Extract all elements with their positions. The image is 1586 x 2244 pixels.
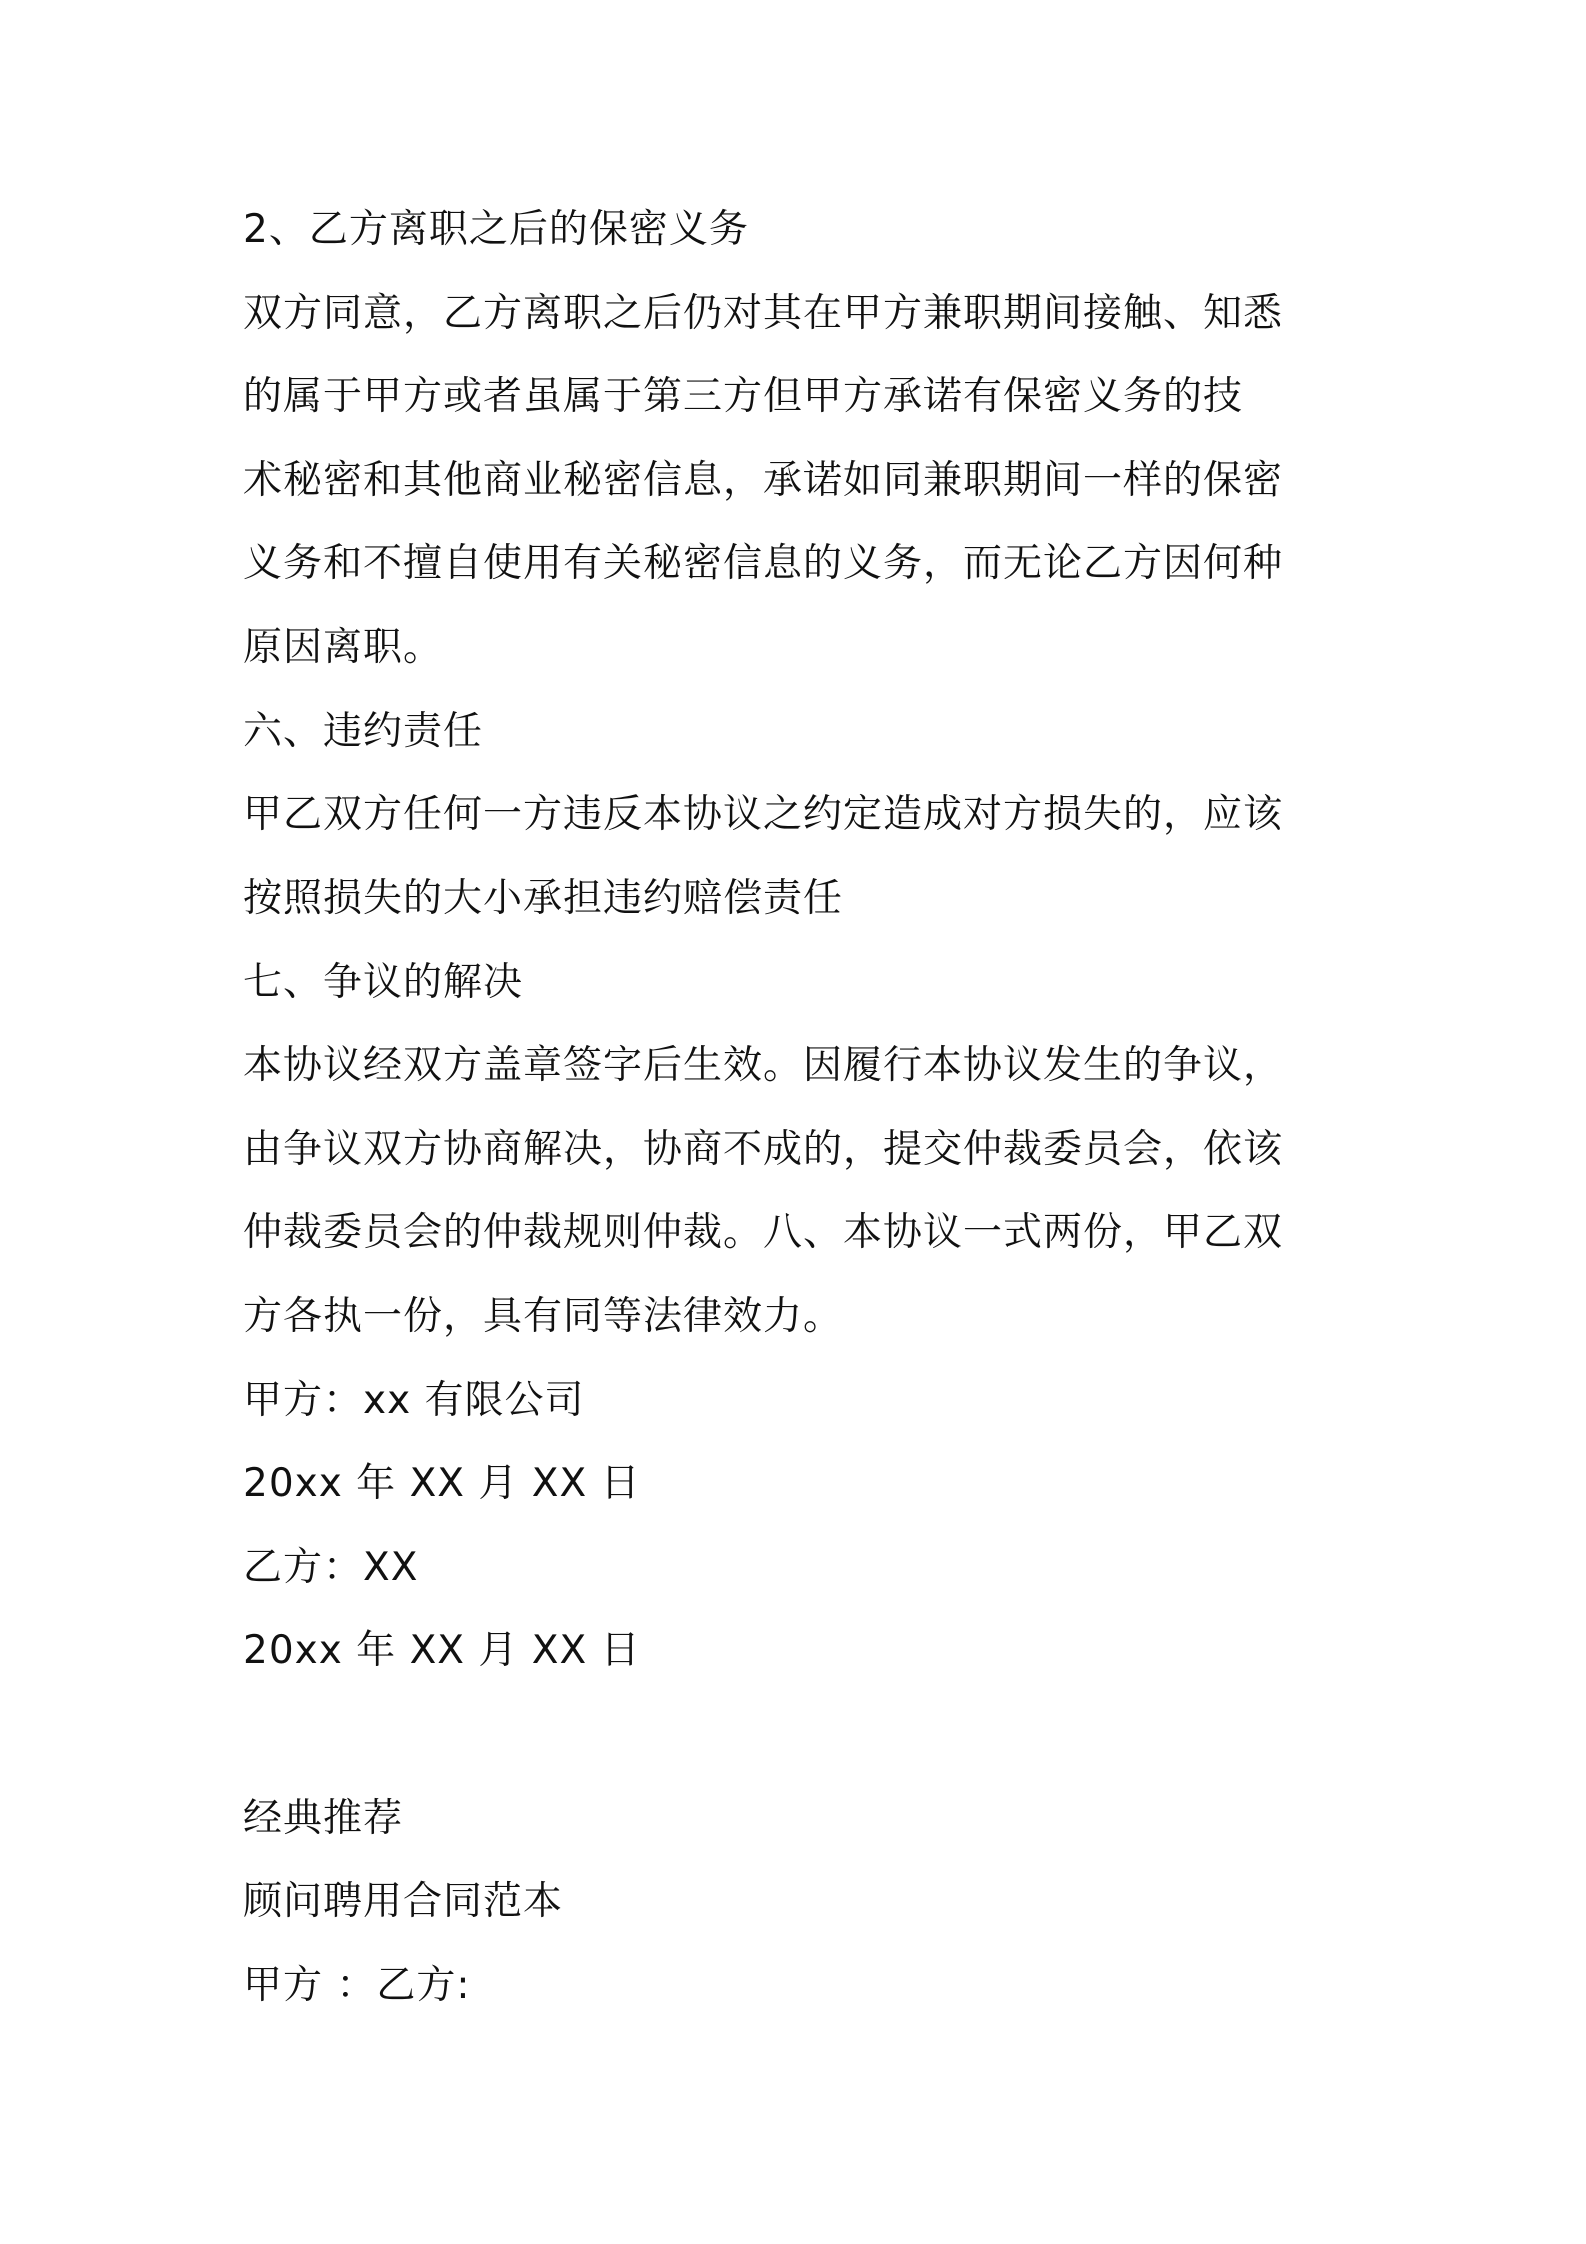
paragraph-line: 本协议经双方盖章签字后生效。因履行本协议发生的争议， <box>243 1043 1284 1088</box>
recommend-title: 顾问聘用合同范本 <box>243 1879 564 1924</box>
party-b-date: 20xx 年 XX 月 XX 日 <box>243 1628 641 1673</box>
paragraph-line: 甲乙双方任何一方违反本协议之约定造成对方损失的，应该 <box>243 792 1284 837</box>
parties-line: 甲方 ：乙方: <box>243 1963 471 2008</box>
recommend-heading: 经典推荐 <box>243 1796 404 1841</box>
paragraph-line: 的属于甲方或者虽属于第三方但甲方承诺有保密义务的技 <box>243 374 1244 419</box>
paragraph-line: 按照损失的大小承担违约赔偿责任 <box>243 876 844 921</box>
paragraph-line: 由争议双方协商解决，协商不成的，提交仲裁委员会，依该 <box>243 1127 1284 1172</box>
paragraph-line: 方各执一份，具有同等法律效力。 <box>243 1294 844 1339</box>
paragraph-line: 术秘密和其他商业秘密信息，承诺如同兼职期间一样的保密 <box>243 458 1284 503</box>
paragraph-line: 仲裁委员会的仲裁规则仲裁。八、本协议一式两份，甲乙双 <box>243 1210 1284 1255</box>
party-b-line: 乙方：XX <box>243 1545 419 1590</box>
paragraph-line: 原因离职。 <box>243 625 444 670</box>
party-a-date: 20xx 年 XX 月 XX 日 <box>243 1461 641 1506</box>
section-heading: 六、违约责任 <box>243 709 484 754</box>
paragraph-line: 义务和不擅自使用有关秘密信息的义务，而无论乙方因何种 <box>243 541 1284 586</box>
section-heading: 七、争议的解决 <box>243 960 524 1005</box>
party-a-line: 甲方：xx 有限公司 <box>243 1378 585 1423</box>
clause-heading: 2、乙方离职之后的保密义务 <box>243 207 749 252</box>
paragraph-line: 双方同意，乙方离职之后仍对其在甲方兼职期间接触、知悉 <box>243 291 1284 336</box>
